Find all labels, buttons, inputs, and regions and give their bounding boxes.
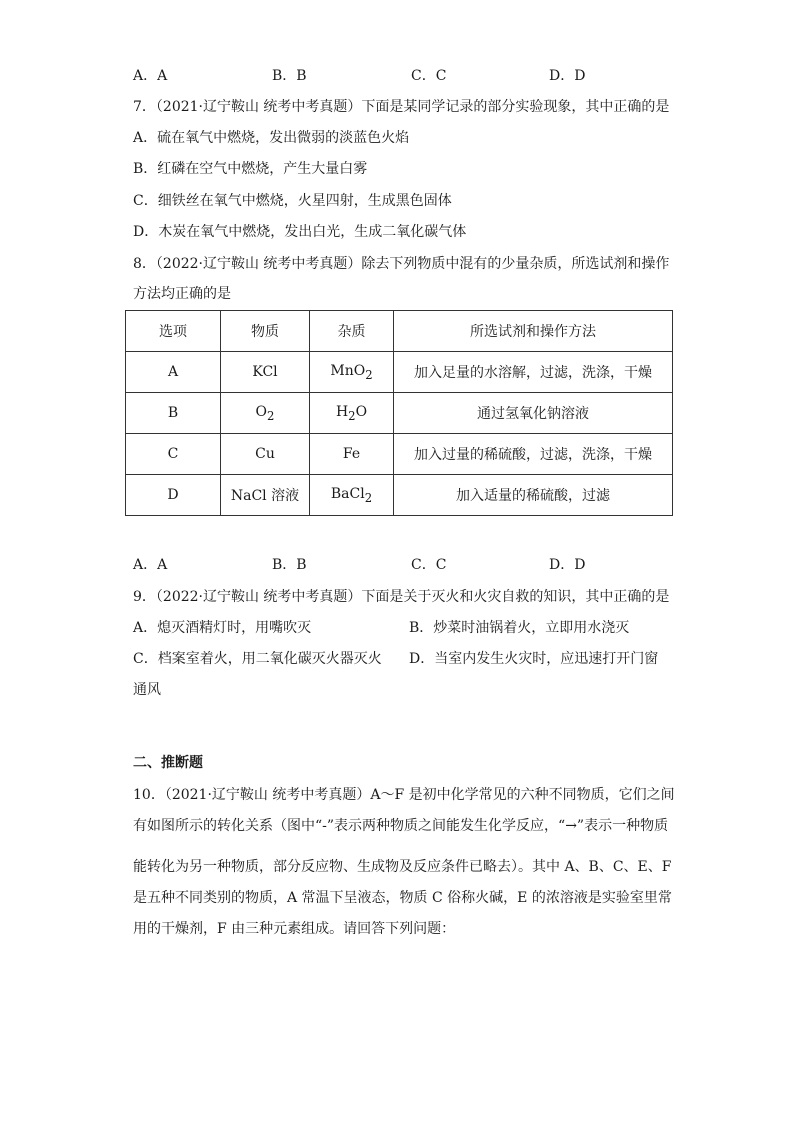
row-substance: KCl <box>221 352 310 393</box>
q8-table <box>125 310 673 516</box>
row-option: A <box>126 352 221 393</box>
q9-option-b[interactable]: B．炒菜时油锅着火，立即用水浇灭 <box>409 620 630 636</box>
q9-option-a[interactable]: A．熄灭酒精灯时，用嘴吹灭 <box>133 620 312 636</box>
row-method: 通过氢氧化钠溶液 <box>394 393 673 434</box>
q8-option-a[interactable]: A．A <box>133 557 168 573</box>
q8-option-d[interactable]: D．D <box>549 557 586 573</box>
row-impurity: Fe <box>310 434 394 475</box>
table-row <box>126 393 673 434</box>
q9-option-d-continued: 通风 <box>133 682 161 698</box>
row-method: 加入足量的水溶解，过滤，洗涤，干燥 <box>394 352 673 393</box>
q10-line-4: 是五种不同类别的物质，A 常温下呈液态，物质 C 俗称火碱，E 的浓溶液是实验室里常 <box>133 890 672 906</box>
q8-option-c[interactable]: C．C <box>411 557 447 573</box>
q7-option-c[interactable]: C．细铁丝在氧气中燃烧，火星四射，生成黑色固体 <box>133 193 452 209</box>
q10-line-2: 有如图所示的转化关系（图中“-”表示两种物质之间能发生化学反应，“→”表示一种物质 <box>133 818 669 834</box>
q7-option-d[interactable]: D．木炭在氧气中燃烧，发出白光，生成二氧化碳气体 <box>133 224 467 240</box>
q9-option-d[interactable]: D．当室内发生火灾时，应迅速打开门窗 <box>409 651 659 667</box>
q7-stem: 7．（2021·辽宁鞍山 统考中考真题）下面是某同学记录的部分实验现象，其中正确的是 <box>133 99 670 115</box>
row-option: C <box>126 434 221 475</box>
q6-option-a[interactable]: A．A <box>133 68 168 84</box>
q9-stem: 9．（2022·辽宁鞍山 统考中考真题）下面是关于灭火和火灾自救的知识，其中正确的是 <box>133 589 670 605</box>
row-option: B <box>126 393 221 434</box>
q10-line-5: 用的干燥剂，F 由三种元素组成。请回答下列问题： <box>133 921 456 937</box>
q10-line-3: 能转化为另一种物质，部分反应物、生成物及反应条件已略去）。其中 A、B、C、E、F <box>133 859 672 875</box>
row-substance: NaCl 溶液 <box>221 475 310 516</box>
header-option: 选项 <box>126 311 221 352</box>
q6-option-b[interactable]: B．B <box>272 68 307 84</box>
q8-stem-line1: 8．（2022·辽宁鞍山 统考中考真题）除去下列物质中混有的少量杂质，所选试剂和操作 <box>133 256 670 272</box>
row-option: D <box>126 475 221 516</box>
row-impurity: MnO$_2$ <box>310 352 394 393</box>
q8-stem-line2: 方法均正确的是 <box>133 286 231 302</box>
table-header-row <box>126 311 673 352</box>
q6-option-d[interactable]: D．D <box>549 68 586 84</box>
row-substance: Cu <box>221 434 310 475</box>
q6-option-c[interactable]: C．C <box>411 68 447 84</box>
header-method: 所选试剂和操作方法 <box>394 311 673 352</box>
q7-option-a[interactable]: A．硫在氧气中燃烧，发出微弱的淡蓝色火焰 <box>133 130 410 146</box>
row-impurity: $H_2O$ <box>310 393 394 434</box>
q10-line-1: 10．（2021·辽宁鞍山 统考中考真题）A～F 是初中化学常见的六种不同物质，它们之间 <box>133 787 675 803</box>
header-impurity: 杂质 <box>310 311 394 352</box>
row-method: 加入适量的稀硫酸，过滤 <box>394 475 673 516</box>
row-impurity: BaCl$_2$ <box>310 475 394 516</box>
q9-option-c[interactable]: C．档案室着火，用二氧化碳灭火器灭火 <box>133 651 382 667</box>
row-substance: $O_2$ <box>221 393 310 434</box>
header-substance: 物质 <box>221 311 310 352</box>
q7-option-b[interactable]: B．红磷在空气中燃烧，产生大量白雾 <box>133 161 368 177</box>
table-row <box>126 352 673 393</box>
table-row <box>126 434 673 475</box>
q8-option-b[interactable]: B．B <box>272 557 307 573</box>
row-method: 加入过量的稀硫酸，过滤，洗涤，干燥 <box>394 434 673 475</box>
table-row <box>126 475 673 516</box>
section-title: 二、推断题 <box>133 755 203 771</box>
